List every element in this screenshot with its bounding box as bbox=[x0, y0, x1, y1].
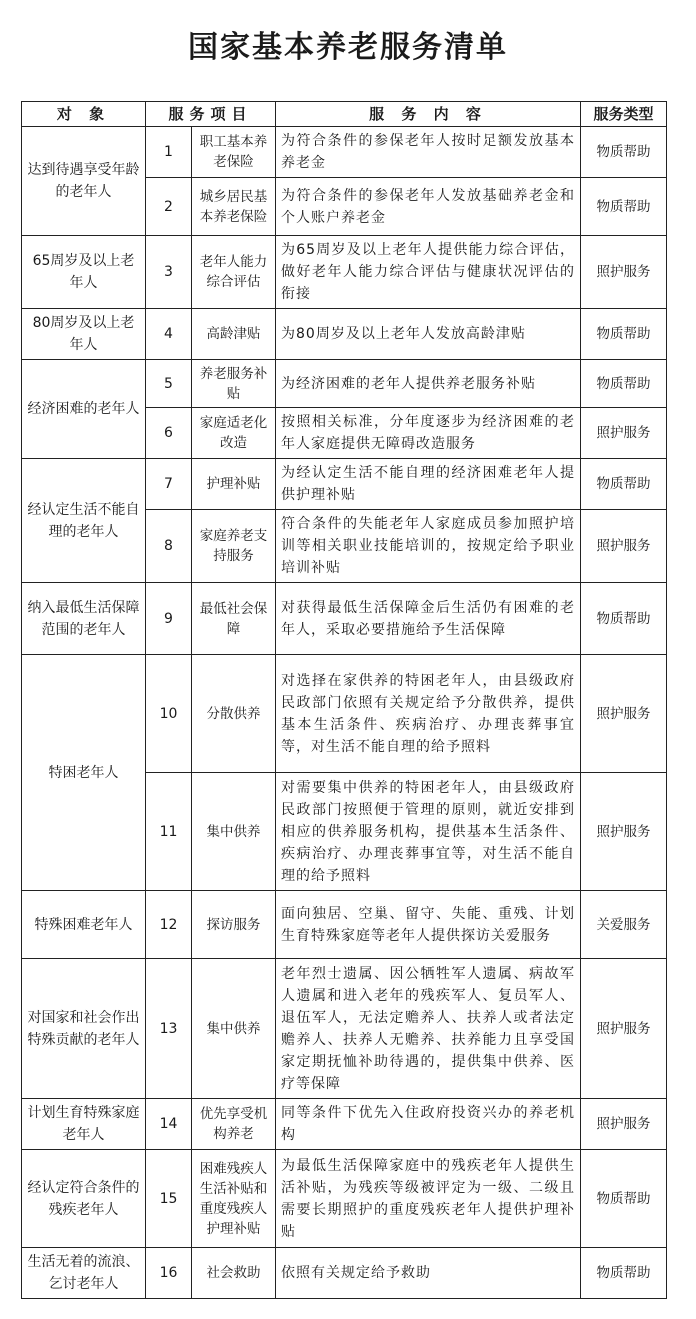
content-cell: 符合条件的失能老年人家庭成员参加照护培训等相关职业技能培训的，按规定给予职业培训补贴 bbox=[276, 510, 581, 583]
content-cell: 对获得最低生活保障金后生活仍有困难的老年人，采取必要措施给予生活保障 bbox=[276, 583, 581, 655]
object-cell: 经济困难的老年人 bbox=[22, 360, 146, 459]
content-cell: 为65周岁及以上老年人提供能力综合评估，做好老年人能力综合评估与健康状况评估的衔接 bbox=[276, 236, 581, 309]
object-cell: 对国家和社会作出特殊贡献的老年人 bbox=[22, 959, 146, 1099]
item-cell: 最低社会保障 bbox=[192, 583, 276, 655]
service-list-table bbox=[21, 101, 667, 1299]
type-cell: 物质帮助 bbox=[581, 178, 667, 236]
table-row bbox=[22, 1150, 667, 1248]
type-cell: 物质帮助 bbox=[581, 459, 667, 510]
header-type: 服务类型 bbox=[581, 102, 667, 127]
type-cell: 照护服务 bbox=[581, 236, 667, 309]
object-cell: 经认定符合条件的残疾老年人 bbox=[22, 1150, 146, 1248]
header-object: 对 象 bbox=[22, 102, 146, 127]
content-cell: 面向独居、空巢、留守、失能、重残、计划生育特殊家庭等老年人提供探访关爱服务 bbox=[276, 891, 581, 959]
page-title: 国家基本养老服务清单 bbox=[188, 30, 508, 65]
table-row bbox=[22, 360, 667, 408]
table-row bbox=[22, 127, 667, 178]
number-cell: 13 bbox=[146, 959, 192, 1099]
number-cell: 2 bbox=[146, 178, 192, 236]
object-cell: 特困老年人 bbox=[22, 655, 146, 891]
type-cell: 关爱服务 bbox=[581, 891, 667, 959]
content-cell: 为经济困难的老年人提供养老服务补贴 bbox=[276, 360, 581, 408]
item-cell: 集中供养 bbox=[192, 773, 276, 891]
object-cell: 特殊困难老年人 bbox=[22, 891, 146, 959]
object-cell: 纳入最低生活保障范围的老年人 bbox=[22, 583, 146, 655]
number-cell: 1 bbox=[146, 127, 192, 178]
number-cell: 10 bbox=[146, 655, 192, 773]
item-cell: 分散供养 bbox=[192, 655, 276, 773]
content-cell: 依照有关规定给予救助 bbox=[276, 1248, 581, 1299]
header-content: 服 务 内 容 bbox=[276, 102, 581, 127]
number-cell: 11 bbox=[146, 773, 192, 891]
item-cell: 困难残疾人生活补贴和重度残疾人护理补贴 bbox=[192, 1150, 276, 1248]
content-cell: 为最低生活保障家庭中的残疾老年人提供生活补贴，为残疾等级被评定为一级、二级且需要长期照护的重度残疾老年人提供护理补贴 bbox=[276, 1150, 581, 1248]
content-cell: 对选择在家供养的特困老年人，由县级政府民政部门依照有关规定给予分散供养，提供基本生活条件、疾病治疗、办理丧葬事宜等，对生活不能自理的给予照料 bbox=[276, 655, 581, 773]
number-cell: 14 bbox=[146, 1099, 192, 1150]
object-cell: 65周岁及以上老年人 bbox=[22, 236, 146, 309]
type-cell: 物质帮助 bbox=[581, 127, 667, 178]
number-cell: 8 bbox=[146, 510, 192, 583]
type-cell: 物质帮助 bbox=[581, 360, 667, 408]
table-row bbox=[22, 236, 667, 309]
object-cell: 80周岁及以上老年人 bbox=[22, 309, 146, 360]
content-cell: 为经认定生活不能自理的经济困难老年人提供护理补贴 bbox=[276, 459, 581, 510]
content-cell: 对需要集中供养的特困老年人，由县级政府民政部门按照便于管理的原则，就近安排到相应的供养服务机构，提供基本生活条件、疾病治疗、办理丧葬事宜等，对生活不能自理的给予照料 bbox=[276, 773, 581, 891]
item-cell: 社会救助 bbox=[192, 1248, 276, 1299]
content-cell: 为符合条件的参保老年人发放基础养老金和个人账户养老金 bbox=[276, 178, 581, 236]
item-cell: 养老服务补贴 bbox=[192, 360, 276, 408]
item-cell: 优先享受机构养老 bbox=[192, 1099, 276, 1150]
table-row bbox=[22, 583, 667, 655]
table-row bbox=[22, 655, 667, 773]
table-row bbox=[22, 1248, 667, 1299]
header-item: 服务项目 bbox=[146, 102, 276, 127]
type-cell: 照护服务 bbox=[581, 510, 667, 583]
content-cell: 按照相关标准，分年度逐步为经济困难的老年人家庭提供无障碍改造服务 bbox=[276, 408, 581, 459]
type-cell: 物质帮助 bbox=[581, 583, 667, 655]
item-cell: 护理补贴 bbox=[192, 459, 276, 510]
table-row bbox=[22, 309, 667, 360]
number-cell: 15 bbox=[146, 1150, 192, 1248]
number-cell: 5 bbox=[146, 360, 192, 408]
content-cell: 为符合条件的参保老年人按时足额发放基本养老金 bbox=[276, 127, 581, 178]
item-cell: 高龄津贴 bbox=[192, 309, 276, 360]
type-cell: 物质帮助 bbox=[581, 309, 667, 360]
number-cell: 6 bbox=[146, 408, 192, 459]
type-cell: 物质帮助 bbox=[581, 1150, 667, 1248]
number-cell: 12 bbox=[146, 891, 192, 959]
type-cell: 照护服务 bbox=[581, 959, 667, 1099]
table-row bbox=[22, 1099, 667, 1150]
item-cell: 老年人能力综合评估 bbox=[192, 236, 276, 309]
item-cell: 职工基本养老保险 bbox=[192, 127, 276, 178]
object-cell: 达到待遇享受年龄的老年人 bbox=[22, 127, 146, 236]
number-cell: 4 bbox=[146, 309, 192, 360]
type-cell: 照护服务 bbox=[581, 408, 667, 459]
header-row bbox=[22, 102, 667, 127]
type-cell: 照护服务 bbox=[581, 1099, 667, 1150]
item-cell: 集中供养 bbox=[192, 959, 276, 1099]
content-cell: 老年烈士遗属、因公牺牲军人遗属、病故军人遗属和进入老年的残疾军人、复员军人、退伍军人，无法定赡养人、扶养人或者法定赡养人、扶养人无赡养、扶养能力且享受国家定期抚恤补助待遇的，提供集中供养、医疗等保障 bbox=[276, 959, 581, 1099]
object-cell: 经认定生活不能自理的老年人 bbox=[22, 459, 146, 583]
object-cell: 生活无着的流浪、乞讨老年人 bbox=[22, 1248, 146, 1299]
content-cell: 为80周岁及以上老年人发放高龄津贴 bbox=[276, 309, 581, 360]
number-cell: 9 bbox=[146, 583, 192, 655]
table-row bbox=[22, 459, 667, 510]
number-cell: 3 bbox=[146, 236, 192, 309]
table-row bbox=[22, 891, 667, 959]
item-cell: 城乡居民基本养老保险 bbox=[192, 178, 276, 236]
content-cell: 同等条件下优先入住政府投资兴办的养老机构 bbox=[276, 1099, 581, 1150]
type-cell: 物质帮助 bbox=[581, 1248, 667, 1299]
item-cell: 探访服务 bbox=[192, 891, 276, 959]
item-cell: 家庭养老支持服务 bbox=[192, 510, 276, 583]
number-cell: 16 bbox=[146, 1248, 192, 1299]
item-cell: 家庭适老化改造 bbox=[192, 408, 276, 459]
type-cell: 照护服务 bbox=[581, 655, 667, 773]
number-cell: 7 bbox=[146, 459, 192, 510]
table-row bbox=[22, 959, 667, 1099]
object-cell: 计划生育特殊家庭老年人 bbox=[22, 1099, 146, 1150]
type-cell: 照护服务 bbox=[581, 773, 667, 891]
